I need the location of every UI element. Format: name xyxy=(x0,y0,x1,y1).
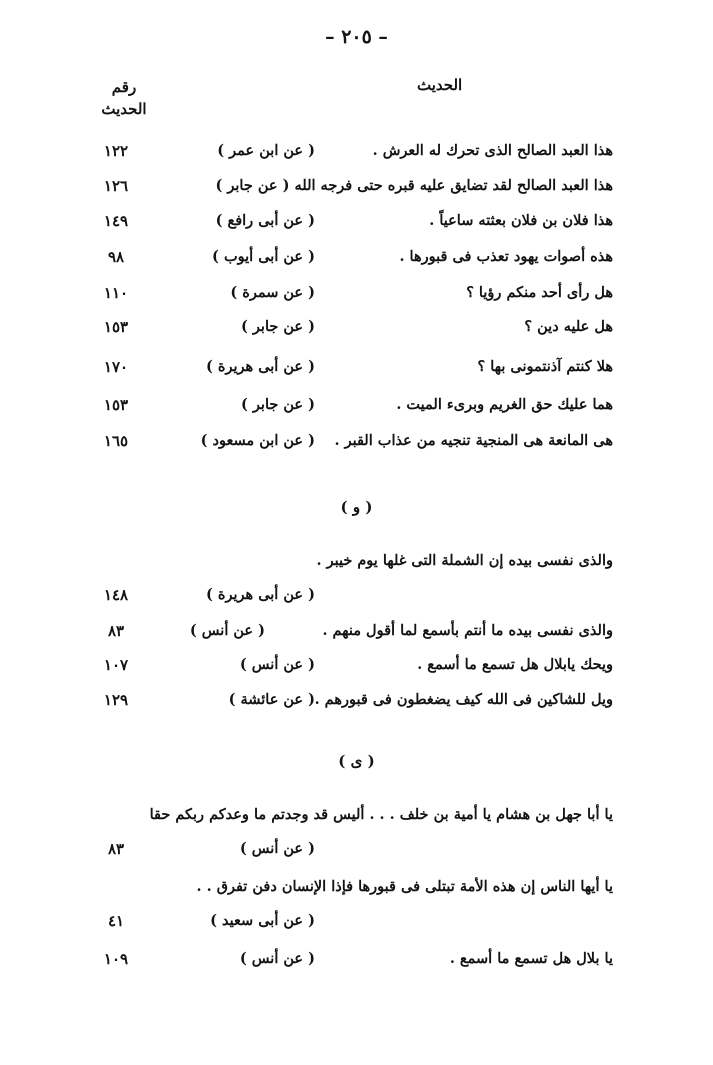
hadith-row xyxy=(0,358,713,384)
hadith-number: ١١٠ xyxy=(103,284,129,302)
hadith-source: ( عن أبى هريرة ) xyxy=(205,358,315,375)
hadith-text: هما عليك حق الغريم وبرىء الميت . xyxy=(396,396,613,413)
hadith-source: ( عن جابر ) xyxy=(241,396,315,413)
hadith-number: ١٧٠ xyxy=(103,358,129,376)
hadith-row xyxy=(0,586,713,612)
hadith-column-header: الحديث xyxy=(417,76,463,94)
hadith-text: هذه أصوات يهود تعذب فى قبورها . xyxy=(399,248,613,265)
hadith-number: ١٢٩ xyxy=(103,691,129,709)
hadith-source: ( عن سمرة ) xyxy=(230,284,315,301)
hadith-source: ( عن أنس ) xyxy=(189,622,265,639)
hadith-number: ١٥٣ xyxy=(103,318,129,336)
hadith-row xyxy=(0,396,713,422)
hadith-text: هذا فلان بن فلان بعثته ساعياً . xyxy=(429,212,613,229)
hadith-row xyxy=(0,622,713,648)
hadith-source: ( عن ابن عمر ) xyxy=(217,142,315,159)
hadith-row xyxy=(0,432,713,458)
hadith-number: ٨٣ xyxy=(107,840,125,858)
hadith-row xyxy=(0,552,713,578)
hadith-number: ١٢٦ xyxy=(103,177,129,195)
section-heading-waw: ( و ) xyxy=(340,498,373,516)
hadith-text: ويل للشاكين فى الله كيف يضغطون فى قبورهم . xyxy=(314,691,613,708)
hadith-text: هى المانعة هى المنجية تنجيه من عذاب القبر . xyxy=(334,432,613,449)
hadith-source: ( عن أنس ) xyxy=(239,950,315,967)
hadith-number: ١٠٧ xyxy=(103,656,129,674)
hadith-text: والذى نفسى بيده إن الشملة التى غلها يوم خيبر . xyxy=(316,552,613,569)
hadith-row xyxy=(0,878,713,904)
hadith-text: هذا العبد الصالح الذى تحرك له العرش . xyxy=(372,142,613,159)
hadith-number: ١٤٨ xyxy=(103,586,129,604)
hadith-number: ١٤٩ xyxy=(103,212,129,230)
hadith-number: ١٥٣ xyxy=(103,396,129,414)
hadith-text: هلا كنتم آذنتمونى بها ؟ xyxy=(477,358,613,375)
hadith-number: ٤١ xyxy=(107,912,125,930)
hadith-number: ٨٣ xyxy=(107,622,125,640)
hadith-source: ( عن ابن مسعود ) xyxy=(200,432,315,449)
hadith-source: ( عن أبى هريرة ) xyxy=(205,586,315,603)
hadith-text: هل رأى أحد منكم رؤيا ؟ xyxy=(466,284,613,301)
hadith-source: ( عن أبى رافع ) xyxy=(215,212,315,229)
section-heading-ya: ( ى ) xyxy=(338,752,375,770)
number-column-header-text: رقم الحديث xyxy=(101,78,147,118)
hadith-row xyxy=(0,318,713,344)
hadith-source: ( عن أنس ) xyxy=(239,656,315,673)
hadith-text: يا بلال هل تسمع ما أسمع . xyxy=(449,950,613,967)
hadith-row xyxy=(0,840,713,866)
hadith-source: ( عن عائشة ) xyxy=(228,691,315,708)
hadith-text: والذى نفسى بيده ما أنتم بأسمع لما أقول منهم . xyxy=(322,622,613,639)
hadith-row xyxy=(0,284,713,310)
hadith-row xyxy=(0,212,713,238)
hadith-text: يا أبا جهل بن هشام يا أمية بن خلف . . . أليس قد وجدتم ما وعدكم ربكم حقا xyxy=(149,806,613,823)
hadith-row xyxy=(0,177,713,203)
hadith-text: يا أيها الناس إن هذه الأمة تبتلى فى قبورها فإذا الإنسان دفن تفرق . . xyxy=(196,878,613,895)
hadith-row xyxy=(0,248,713,274)
hadith-row xyxy=(0,806,713,832)
hadith-row xyxy=(0,950,713,976)
hadith-row xyxy=(0,691,713,717)
hadith-number: ١٢٢ xyxy=(103,142,129,160)
hadith-source: ( عن أبى سعيد ) xyxy=(210,912,315,929)
hadith-text: هل عليه دين ؟ xyxy=(524,318,613,335)
number-column-header xyxy=(94,76,154,120)
hadith-source: ( عن أنس ) xyxy=(239,840,315,857)
hadith-number: ٩٨ xyxy=(107,248,125,266)
hadith-row xyxy=(0,142,713,168)
hadith-row xyxy=(0,656,713,682)
hadith-row xyxy=(0,912,713,938)
hadith-source: ( عن أبى أيوب ) xyxy=(212,248,315,265)
hadith-source: ( عن جابر ) xyxy=(241,318,315,335)
hadith-text: هذا العبد الصالح لقد تضايق عليه قبره حتى فرجه الله ( عن جابر ) xyxy=(215,177,613,194)
hadith-number: ١٦٥ xyxy=(103,432,129,450)
hadith-number: ١٠٩ xyxy=(103,950,129,968)
page-number: – ٢٠٥ – xyxy=(325,26,388,48)
hadith-text: ويحك يابلال هل تسمع ما أسمع . xyxy=(417,656,613,673)
